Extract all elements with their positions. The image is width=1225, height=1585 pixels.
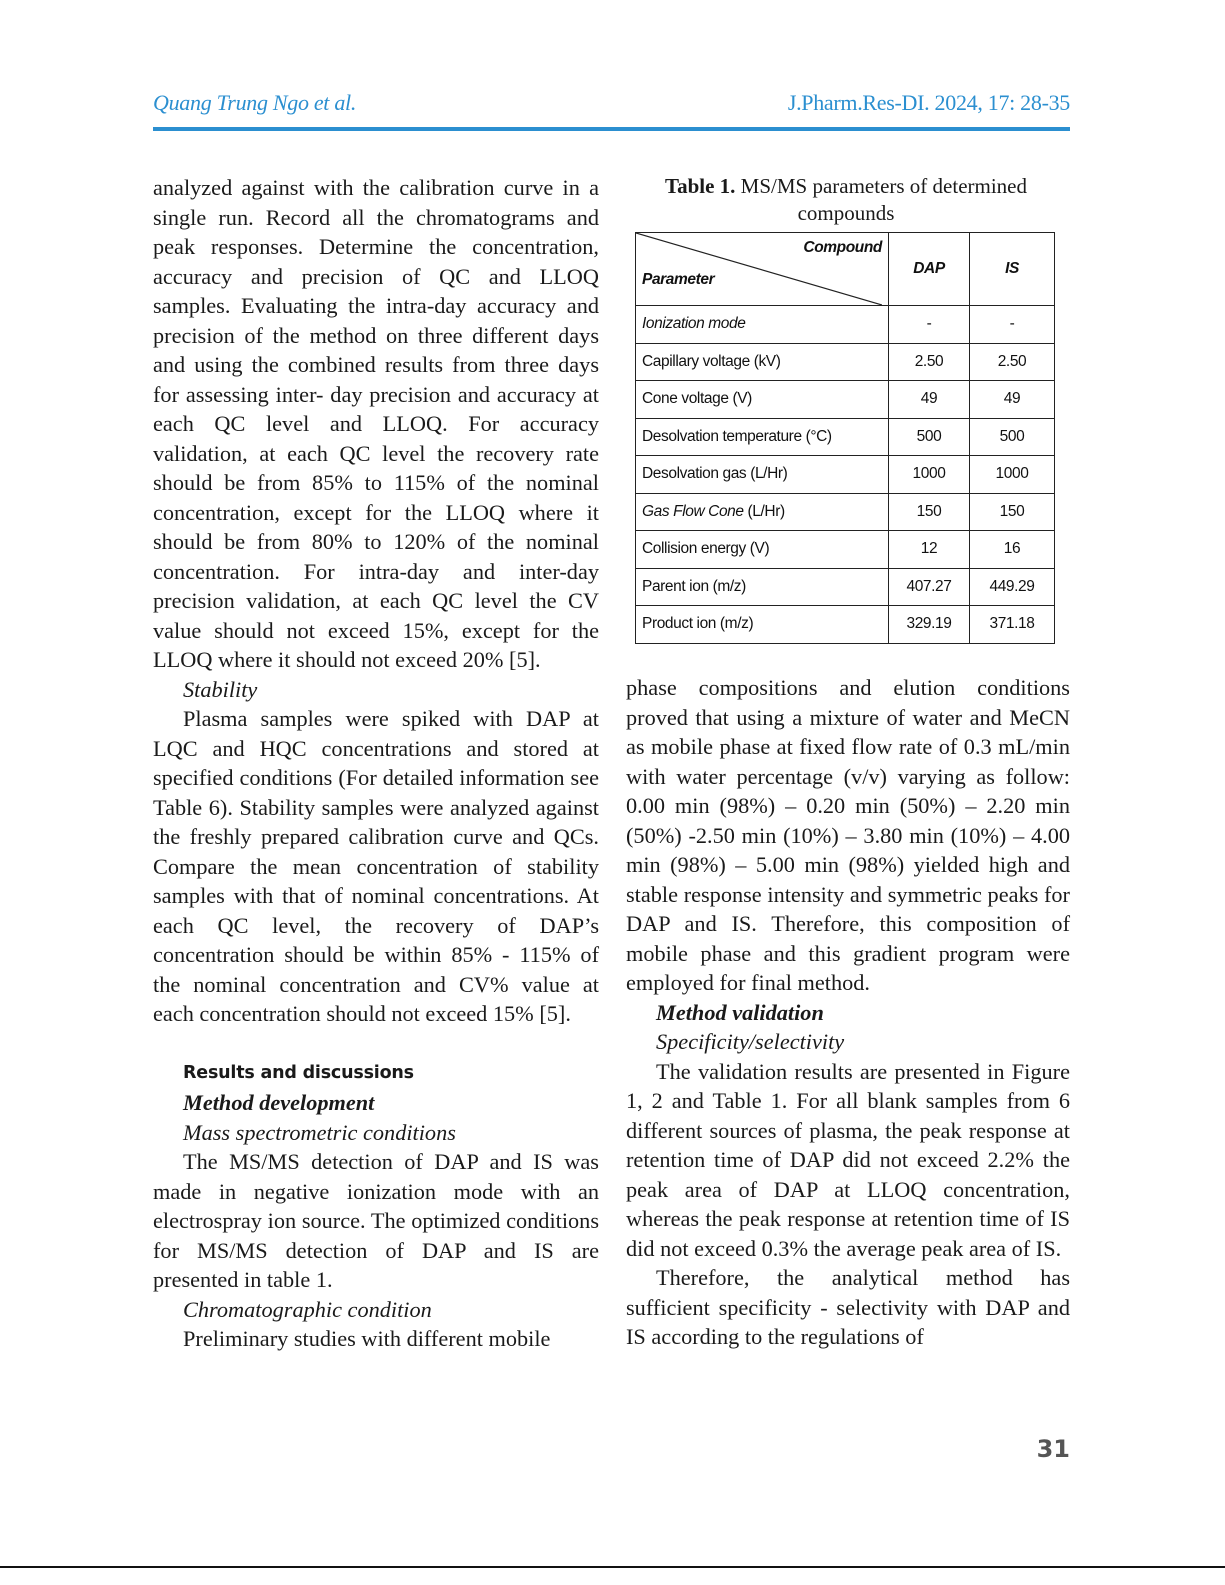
- cell-is: 500: [970, 418, 1055, 456]
- cell-is: 16: [970, 531, 1055, 569]
- cell-param: Desolvation temperature (°C): [636, 418, 889, 456]
- table-row: [636, 381, 1055, 419]
- right-column: [626, 673, 1070, 1352]
- table-row: [636, 606, 1055, 644]
- header-dap: DAP: [889, 233, 970, 306]
- cell-is: 150: [970, 493, 1055, 531]
- table-caption-label: Table 1.: [664, 174, 736, 198]
- cell-param: Desolvation gas (L/Hr): [636, 456, 889, 494]
- cell-param: [636, 493, 889, 531]
- paragraph: The MS/MS detection of DAP and IS was made in negative ionization mode with an electrospray ion source. The optimized conditions for MS/MS detection of DAP and IS are presented in table 1.: [153, 1149, 599, 1292]
- cell-dap: 49: [889, 381, 970, 419]
- cell-is: 371.18: [970, 606, 1055, 644]
- cell-param: Ionization mode: [636, 306, 889, 344]
- subheading-method-development: Method development: [183, 1090, 375, 1115]
- subheading-stability: Stability: [183, 676, 258, 702]
- subheading-mass-spec: Mass spectrometric conditions: [183, 1119, 456, 1145]
- cell-param: Product ion (m/z): [636, 606, 889, 644]
- table-row: [636, 493, 1055, 531]
- header-rule: [153, 127, 1070, 131]
- diagonal-header-cell: [636, 233, 889, 306]
- header-compound: Compound: [803, 239, 882, 256]
- table-caption: [636, 173, 1056, 227]
- cell-is: 2.50: [970, 343, 1055, 381]
- table-row: [636, 418, 1055, 456]
- paragraph: analyzed against with the calibration curve in a single run. Record all the chromatograms and peak responses. Determine the concentration, accuracy and precision of QC and LLOQ samples. Evaluating the intra-day accuracy and precision of the method on three different days and using the combined results from three days for assessing inter- day precision and accuracy at each QC level and LLOQ. For accuracy validation, at each QC level the recovery rate should be from 85% to 115% of the nominal concentration, except for the LLOQ where it should be from 80% to 120% of the nominal concentration. For intra-day and inter-day precision validation, at each QC level the CV value should not exceed 15%, except for the LLOQ where it should not exceed 20% [5].: [153, 175, 599, 672]
- cell-dap: 1000: [889, 456, 970, 494]
- table-row: [636, 343, 1055, 381]
- cell-param-italic: Gas Flow Cone: [642, 502, 744, 520]
- table-caption-text: MS/MS parameters of determined compounds: [735, 174, 1028, 225]
- cell-param: Capillary voltage (kV): [636, 343, 889, 381]
- paragraph: phase compositions and elution conditions proved that using a mixture of water and MeCN as mobile phase at fixed flow rate of 0.3 mL/min with water percentage (v/v) varying as follow: 0.00 min (98%) – 0.20 min (50%) – 2.20 min (50%) -2.50 min (10%) – 3.80 min (10%) – 4.00 min (98%) – 5.00 min (98%) yielded high and stable response intensity and symmetric peaks for DAP and IS. Therefore, this composition of mobile phase and this gradient program were employed for final method.: [626, 675, 1070, 995]
- cell-dap: 500: [889, 418, 970, 456]
- paragraph: The validation results are presented in Figure 1, 2 and Table 1. For all blank samples from 6 different sources of plasma, the peak response at retention time of DAP did not exceed 2.2% the peak area of DAP at LLOQ concentration, whereas the peak response at retention time of IS did not exceed 0.3% the average peak area of IS.: [626, 1058, 1070, 1261]
- paragraph: Therefore, the analytical method has sufficient specificity - selectivity with DAP and IS according to the regulations of: [626, 1265, 1070, 1349]
- subheading-method-validation: Method validation: [656, 999, 824, 1025]
- header-journal: J.Pharm.Res-DI. 2024, 17: 28-35: [787, 90, 1070, 115]
- cell-param: Parent ion (m/z): [636, 568, 889, 606]
- cell-is: 1000: [970, 456, 1055, 494]
- spacer: [153, 1029, 599, 1059]
- table-row: [636, 456, 1055, 494]
- table-row: [636, 531, 1055, 569]
- cell-is: 449.29: [970, 568, 1055, 606]
- header-parameter: Parameter: [642, 271, 715, 288]
- bottom-rule: [0, 1566, 1225, 1568]
- running-header: [153, 90, 1070, 120]
- header-authors: Quang Trung Ngo et al.: [153, 90, 357, 115]
- cell-param: Collision energy (V): [636, 531, 889, 569]
- cell-dap: -: [889, 306, 970, 344]
- ms-parameters-table: [635, 232, 1055, 644]
- cell-is: -: [970, 306, 1055, 344]
- table-row: [636, 306, 1055, 344]
- cell-dap: 12: [889, 531, 970, 569]
- paragraph: Plasma samples were spiked with DAP at LQC and HQC concentrations and stored at specified conditions (For detailed information see Table 6). Stability samples were analyzed against the freshly prepared calibration curve and QCs. Compare the mean concentration of stability samples with that of nominal concentrations. At each QC level, the recovery of DAP’s concentration should be within 85% - 115% of the nominal concentration and CV% value at each concentration should not exceed 15% [5].: [153, 706, 599, 1026]
- cell-dap: 329.19: [889, 606, 970, 644]
- cell-param: Cone voltage (V): [636, 381, 889, 419]
- subheading-chromatographic: Chromatographic condition: [183, 1296, 432, 1322]
- table-row: [636, 568, 1055, 606]
- subheading-specificity: Specificity/selectivity: [656, 1029, 845, 1054]
- cell-dap: 2.50: [889, 343, 970, 381]
- page-number: 31: [1036, 1435, 1070, 1463]
- left-column: [153, 173, 599, 1354]
- table-header-row: [636, 233, 1055, 306]
- paragraph: Preliminary studies with different mobile: [183, 1326, 551, 1351]
- cell-dap: 407.27: [889, 568, 970, 606]
- section-heading-results: Results and discussions: [183, 1062, 414, 1083]
- header-is: IS: [970, 233, 1055, 306]
- cell-param-unit: (L/Hr): [743, 502, 785, 520]
- cell-is: 49: [970, 381, 1055, 419]
- cell-dap: 150: [889, 493, 970, 531]
